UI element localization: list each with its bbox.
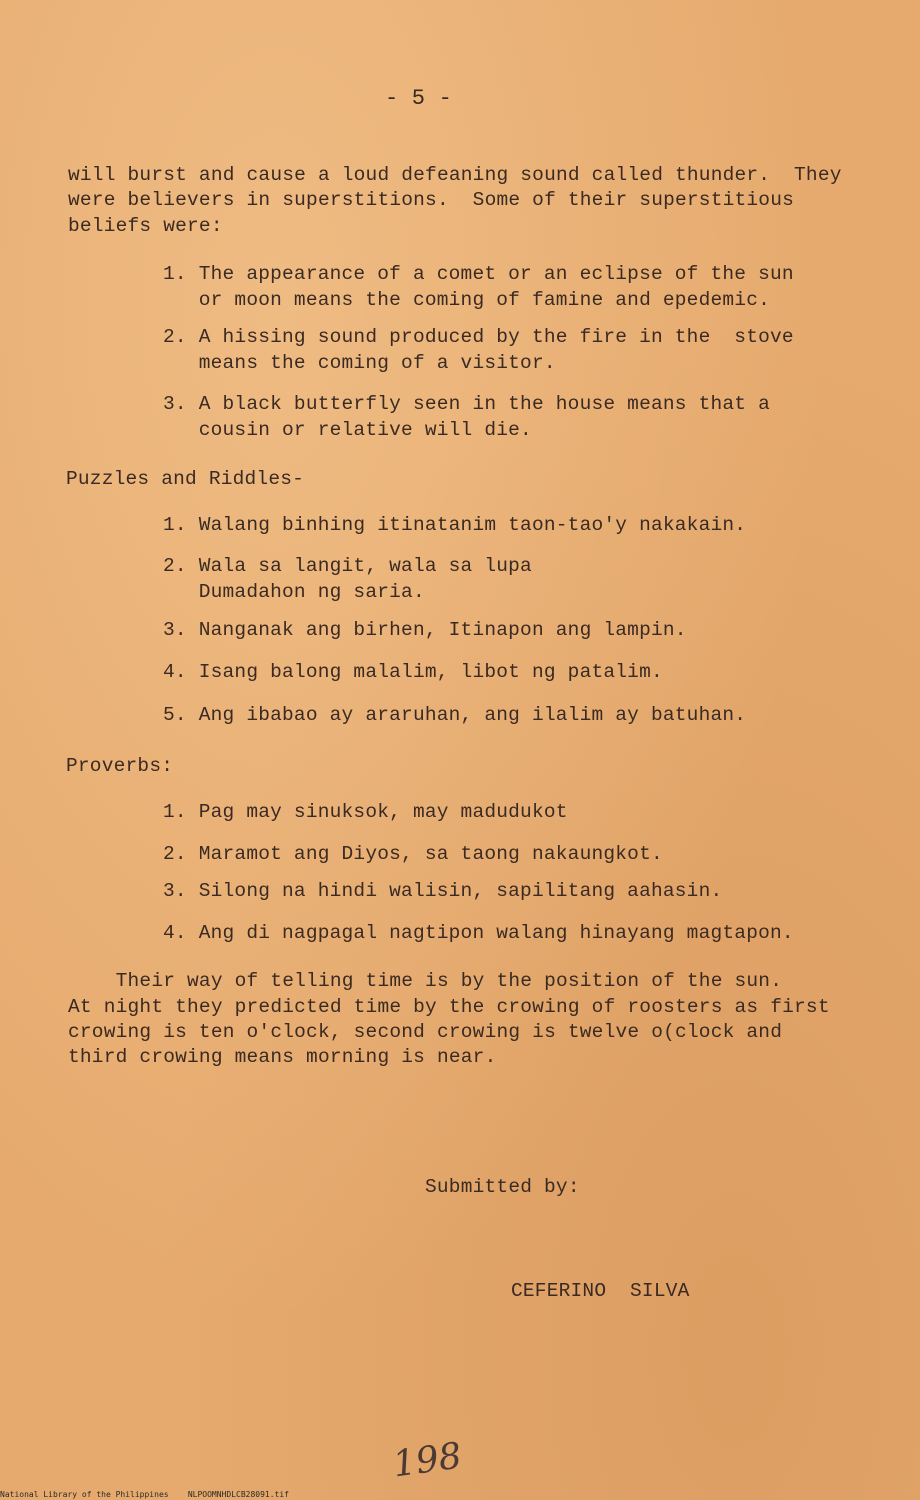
superstition-item-cont: means the coming of a visitor. <box>163 352 556 374</box>
time-paragraph-line: At night they predicted time by the crowing of roosters as first <box>68 996 830 1018</box>
time-paragraph-line: Their way of telling time is by the position of the sun. <box>68 970 783 992</box>
submitted-by-label: Submitted by: <box>425 1176 580 1198</box>
page-number: - 5 - <box>385 86 453 111</box>
superstition-item-cont: cousin or relative will die. <box>163 419 532 441</box>
intro-line: will burst and cause a loud defeaning sound called thunder. They <box>68 164 842 186</box>
riddle-item: 2. Wala sa langit, wala sa lupa <box>163 555 532 577</box>
proverb-item: 2. Maramot ang Diyos, sa taong nakaungkot. <box>163 843 663 865</box>
intro-line: were believers in superstitions. Some of their superstitious <box>68 189 795 211</box>
superstition-item-cont: or moon means the coming of famine and epedemic. <box>163 289 770 311</box>
intro-line: beliefs were: <box>68 215 223 237</box>
superstition-item: 1. The appearance of a comet or an eclipse of the sun <box>163 263 794 285</box>
proverb-item: 3. Silong na hindi walisin, sapilitang aahasin. <box>163 880 723 902</box>
superstition-item: 2. A hissing sound produced by the fire in the stove <box>163 326 794 348</box>
time-paragraph-line: crowing is ten o'clock, second crowing is twelve o(clock and <box>68 1021 783 1043</box>
superstition-item: 3. A black butterfly seen in the house means that a <box>163 393 770 415</box>
riddle-item: 5. Ang ibabao ay araruhan, ang ilalim ay batuhan. <box>163 704 747 726</box>
archive-footer: National Library of the Philippines NLPOOMNHDLCB28091.tif <box>0 1490 289 1499</box>
riddle-item: 1. Walang binhing itinatanim taon-tao'y nakakain. <box>163 514 747 536</box>
author-name: CEFERINO SILVA <box>511 1280 690 1302</box>
riddle-item: 3. Nanganak ang birhen, Itinapon ang lampin. <box>163 619 687 641</box>
handwritten-page-number: 198 <box>390 1435 465 1486</box>
proverbs-heading: Proverbs: <box>66 755 174 777</box>
time-paragraph-line: third crowing means morning is near. <box>68 1046 497 1068</box>
proverb-item: 1. Pag may sinuksok, may madudukot <box>163 801 568 823</box>
proverb-item: 4. Ang di nagpagal nagtipon walang hinayang magtapon. <box>163 922 794 944</box>
riddle-item-cont: Dumadahon ng saria. <box>163 581 425 603</box>
riddles-heading: Puzzles and Riddles- <box>66 468 305 490</box>
riddle-item: 4. Isang balong malalim, libot ng patalim. <box>163 661 663 683</box>
